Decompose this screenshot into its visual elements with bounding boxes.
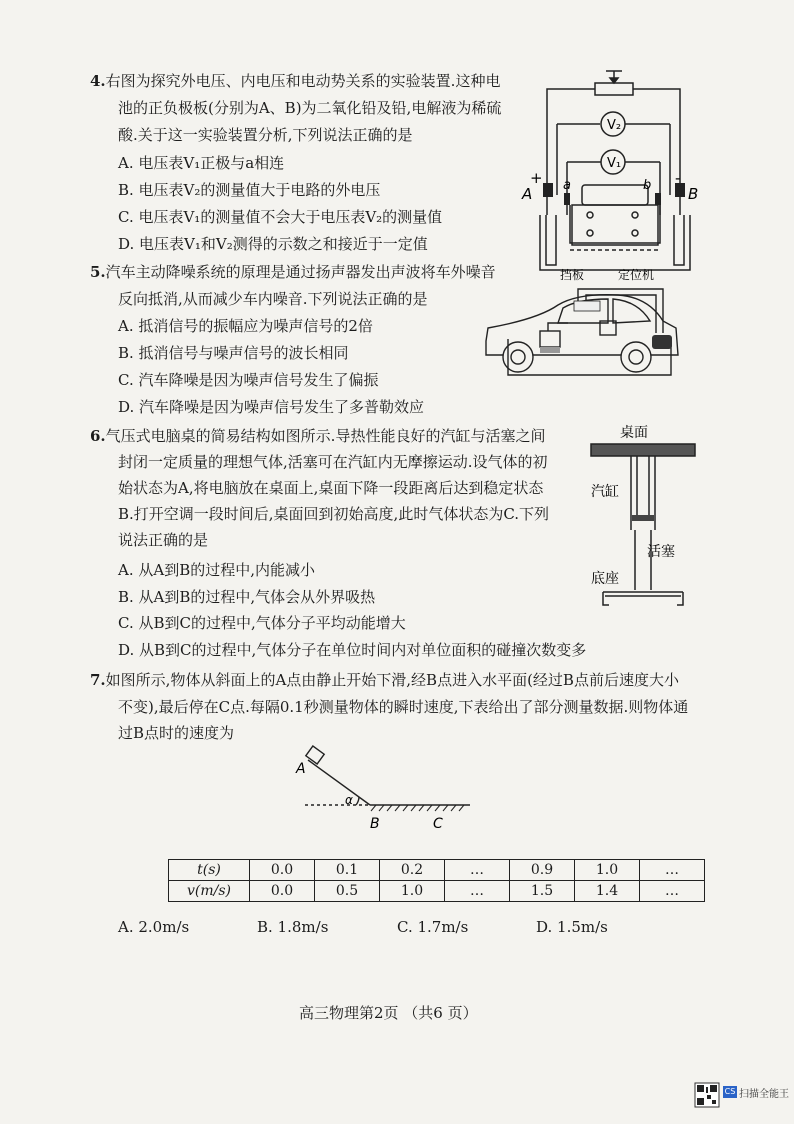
q5-option-b: B. 抵消信号与噪声信号的波长相同 (118, 344, 349, 362)
point-C-label: C (433, 816, 443, 832)
q6-option-a: A. 从A到B的过程中,内能减小 (118, 561, 315, 579)
desk-figure (585, 420, 705, 610)
q6-line-5: 说法正确的是 (118, 531, 209, 549)
q4-option-d: D. 电压表V₁和V₂测得的示数之和接近于一定值 (118, 235, 428, 253)
table-cell: 1.5 (510, 881, 575, 902)
q7-option-a: A. 2.0m/s (118, 918, 190, 936)
scanner-title: 扫描全能王 (739, 1089, 789, 1100)
table-cell: … (640, 860, 705, 881)
point-B-label: B (370, 816, 380, 832)
velocity-table (168, 859, 705, 902)
incline-figure (290, 745, 480, 835)
table-row (169, 860, 705, 881)
q7-option-b: B. 1.8m/s (257, 918, 329, 936)
q4-line-1: 4.右图为探究外电压、内电压和电动势关系的实验装置.这种电 (90, 72, 501, 90)
table-cell: 0.5 (315, 881, 380, 902)
q5-option-d: D. 汽车降噪是因为噪声信号发生了多普勒效应 (118, 398, 425, 416)
q7-option-d: D. 1.5m/s (536, 918, 608, 936)
piston-label: 活塞 (647, 544, 675, 560)
q5-option-a: A. 抵消信号的振幅应为噪声信号的2倍 (118, 317, 373, 335)
label-B: B (688, 185, 699, 203)
table-cell: 0.1 (315, 860, 380, 881)
q7-option-c: C. 1.7m/s (397, 918, 469, 936)
car-noise-figure (478, 283, 683, 385)
v2-label: V₂ (607, 118, 622, 133)
desk-label: 桌面 (620, 425, 648, 441)
table-cell: 0.2 (380, 860, 445, 881)
battery-circuit-figure (510, 65, 700, 280)
q4-option-b: B. 电压表V₂的测量值大于电路的外电压 (118, 181, 381, 199)
cylinder-label: 汽缸 (591, 484, 619, 500)
q6-option-c: C. 从B到C的过程中,气体分子平均动能增大 (118, 614, 406, 632)
q7-line-2: 不变),最后停在C点.每隔0.1秒测量物体的瞬时速度,下表给出了部分测量数据.则物体通 (118, 698, 689, 716)
cs-logo-icon: CS (724, 1087, 736, 1096)
q5-line-1: 5.汽车主动降噪系统的原理是通过扬声器发出声波将车外噪音 (90, 263, 496, 281)
base-label: 底座 (591, 571, 619, 587)
q4-option-a: A. 电压表V₁正极与a相连 (118, 154, 285, 172)
table-cell: 1.4 (575, 881, 640, 902)
q6-line-4: B.打开空调一段时间后,桌面回到初始高度,此时气体状态为C.下列 (118, 505, 550, 523)
q6-option-d: D. 从B到C的过程中,气体分子在单位时间内对单位面积的碰撞次数变多 (118, 641, 587, 659)
label-A: A (522, 185, 533, 203)
table-cell: 1.0 (575, 860, 640, 881)
table-cell: 0.0 (250, 881, 315, 902)
table-cell: … (640, 881, 705, 902)
table-cell: 1.0 (380, 881, 445, 902)
label-a: a (563, 178, 571, 193)
table-cell: v(m/s) (169, 881, 250, 902)
v1-label: V₁ (607, 156, 622, 171)
plus-sign: + (530, 169, 543, 187)
locator-label: 定位机 (618, 268, 655, 282)
q4-option-c: C. 电压表V₁的测量值不会大于电压表V₂的测量值 (118, 208, 443, 226)
q6-line-2: 封闭一定质量的理想气体,活塞可在汽缸内无摩擦运动.设气体的初 (118, 453, 548, 471)
page-footer: 高三物理第2页 （共6 页） (299, 1004, 478, 1022)
table-cell: 0.9 (510, 860, 575, 881)
qr-code-icon (695, 1083, 719, 1107)
q6-line-1: 6.气压式电脑桌的简易结构如图所示.导热性能良好的汽缸与活塞之间 (90, 427, 546, 445)
table-cell: … (445, 860, 510, 881)
table-cell: t(s) (169, 860, 250, 881)
table-cell: 0.0 (250, 860, 315, 881)
alpha-label: α (345, 793, 353, 807)
minus-sign: - (675, 169, 681, 187)
q6-line-3: 始状态为A,将电脑放在桌面上,桌面下降一段距离后达到稳定状态 (118, 479, 544, 497)
q4-line-3: 酸.关于这一实验装置分析,下列说法正确的是 (118, 126, 413, 144)
table-cell: … (445, 881, 510, 902)
q7-line-1: 7.如图所示,物体从斜面上的A点由静止开始下滑,经B点进入水平面(经过B点前后速度大小 (90, 671, 679, 689)
table-row (169, 881, 705, 902)
q5-line-2: 反向抵消,从而减少车内噪音.下列说法正确的是 (118, 290, 428, 308)
baffle-label: 挡板 (560, 268, 585, 282)
q5-option-c: C. 汽车降噪是因为噪声信号发生了偏振 (118, 371, 379, 389)
q6-option-b: B. 从A到B的过程中,气体会从外界吸热 (118, 588, 376, 606)
label-b: b (643, 178, 652, 193)
q4-line-2: 池的正负极板(分别为A、B)为二氧化铅及铅,电解液为稀硫 (118, 99, 502, 117)
scanner-watermark (695, 1083, 790, 1109)
q7-line-3: 过B点时的速度为 (118, 724, 235, 742)
point-A-label: A (296, 761, 306, 777)
